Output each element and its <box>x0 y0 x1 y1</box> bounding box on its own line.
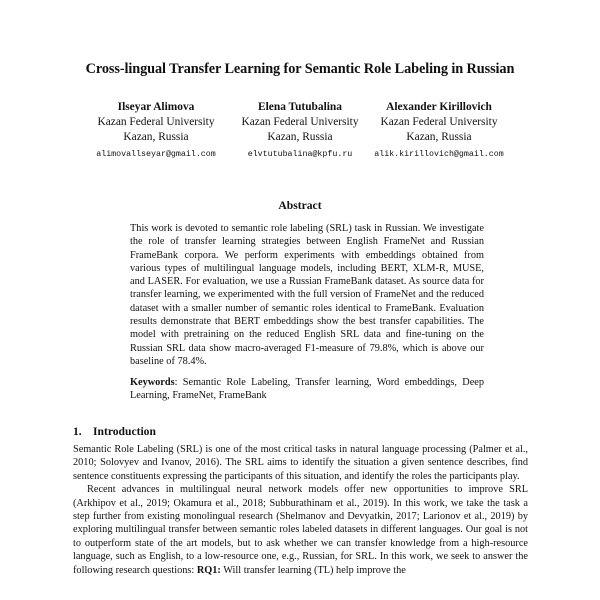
abstract-text: This work is devoted to semantic role labeling (SRL) task in Russian. We investigate the role of transfer learning strategies between English FrameNet and Russian FrameBank corpora. We perform experiments with embeddings obtained from various types of multilingual language models, including BERT, XLM-R, MUSE, and LASER. For evaluation, we use a Russian FrameBank dataset. As source data for transfer learning, we experimented with the full version of FrameNet and the reduced dataset with a smaller number of semantic roles identical to FrameBank. Evaluation results demonstrate that BERT embeddings show the best transfer capabilities. The model with pretraining on the reduced English SRL data and fine-tuning on the Russian SRL data show macro-averaged F1-measure of 79.8%, which is above our baseline of 78.4%. <box>130 223 484 367</box>
section-title: Introduction <box>93 425 156 438</box>
intro-paragraph-2-text: Recent advances in multilingual neural network models offer new opportunities to improve SRL (Arkhipov et al., 2019; Okamura et al., 2018; Subburathinam et al., 2019). In this work, we take the task a step further from existing monolingual research (Shelmanov and Devyatkin, 2017; Larionov et al., 2019) by exploring multilingual transfer between semantic roles labeled datasets in different languages. Our goal is not to outperform state of the art models, but to ask whether we can transfer knowledge from a high-resource language, such as English, to a low-resource one, e.g., Russian, for SRL. In this work, we seek to answer the following research questions: <box>73 484 528 576</box>
author-name: Elena Tutubalina <box>258 101 342 113</box>
keywords-list: : Semantic Role Labeling, Transfer learning, Word embeddings, Deep Learning, FrameNet, FrameBank <box>130 377 484 402</box>
author-location: Kazan, Russia <box>267 131 333 143</box>
author-3 <box>344 100 534 162</box>
rq1-label: RQ1: <box>196 564 221 576</box>
keywords-label: Keywords <box>130 377 175 388</box>
author-affiliation: Kazan Federal University <box>380 116 498 128</box>
author-name: Ilseyar Alimova <box>117 101 195 113</box>
author-location: Kazan, Russia <box>406 131 472 143</box>
author-email: alimovallseyar@gmail.com <box>96 150 216 159</box>
rq1-text: Will transfer learning (TL) help improve the <box>223 564 406 576</box>
section-heading-introduction <box>73 425 156 438</box>
author-email: alik.kirillovich@gmail.com <box>374 150 504 159</box>
introduction-body <box>73 443 528 577</box>
keywords <box>130 376 484 403</box>
author-location: Kazan, Russia <box>123 131 189 143</box>
intro-paragraph-1: Semantic Role Labeling (SRL) is one of the most critical tasks in natural language processing (Palmer et al., 2010; Solovyev and Ivanov, 2016). The SRL aims to identify the situation a given sentence describes, find sentence constituents expressing the participants of this situation, and identify the roles the participants play. <box>73 444 528 482</box>
author-affiliation: Kazan Federal University <box>97 116 215 128</box>
author-email: elvtutubalina@kpfu.ru <box>247 150 353 159</box>
section-number: 1. <box>73 425 82 438</box>
author-affiliation: Kazan Federal University <box>241 116 359 128</box>
author-name: Alexander Kirillovich <box>386 101 492 113</box>
paper-title: Cross-lingual Transfer Learning for Semantic Role Labeling in Russian <box>85 61 515 77</box>
abstract-heading: Abstract <box>278 199 322 212</box>
intro-paragraph-2 <box>73 483 528 577</box>
